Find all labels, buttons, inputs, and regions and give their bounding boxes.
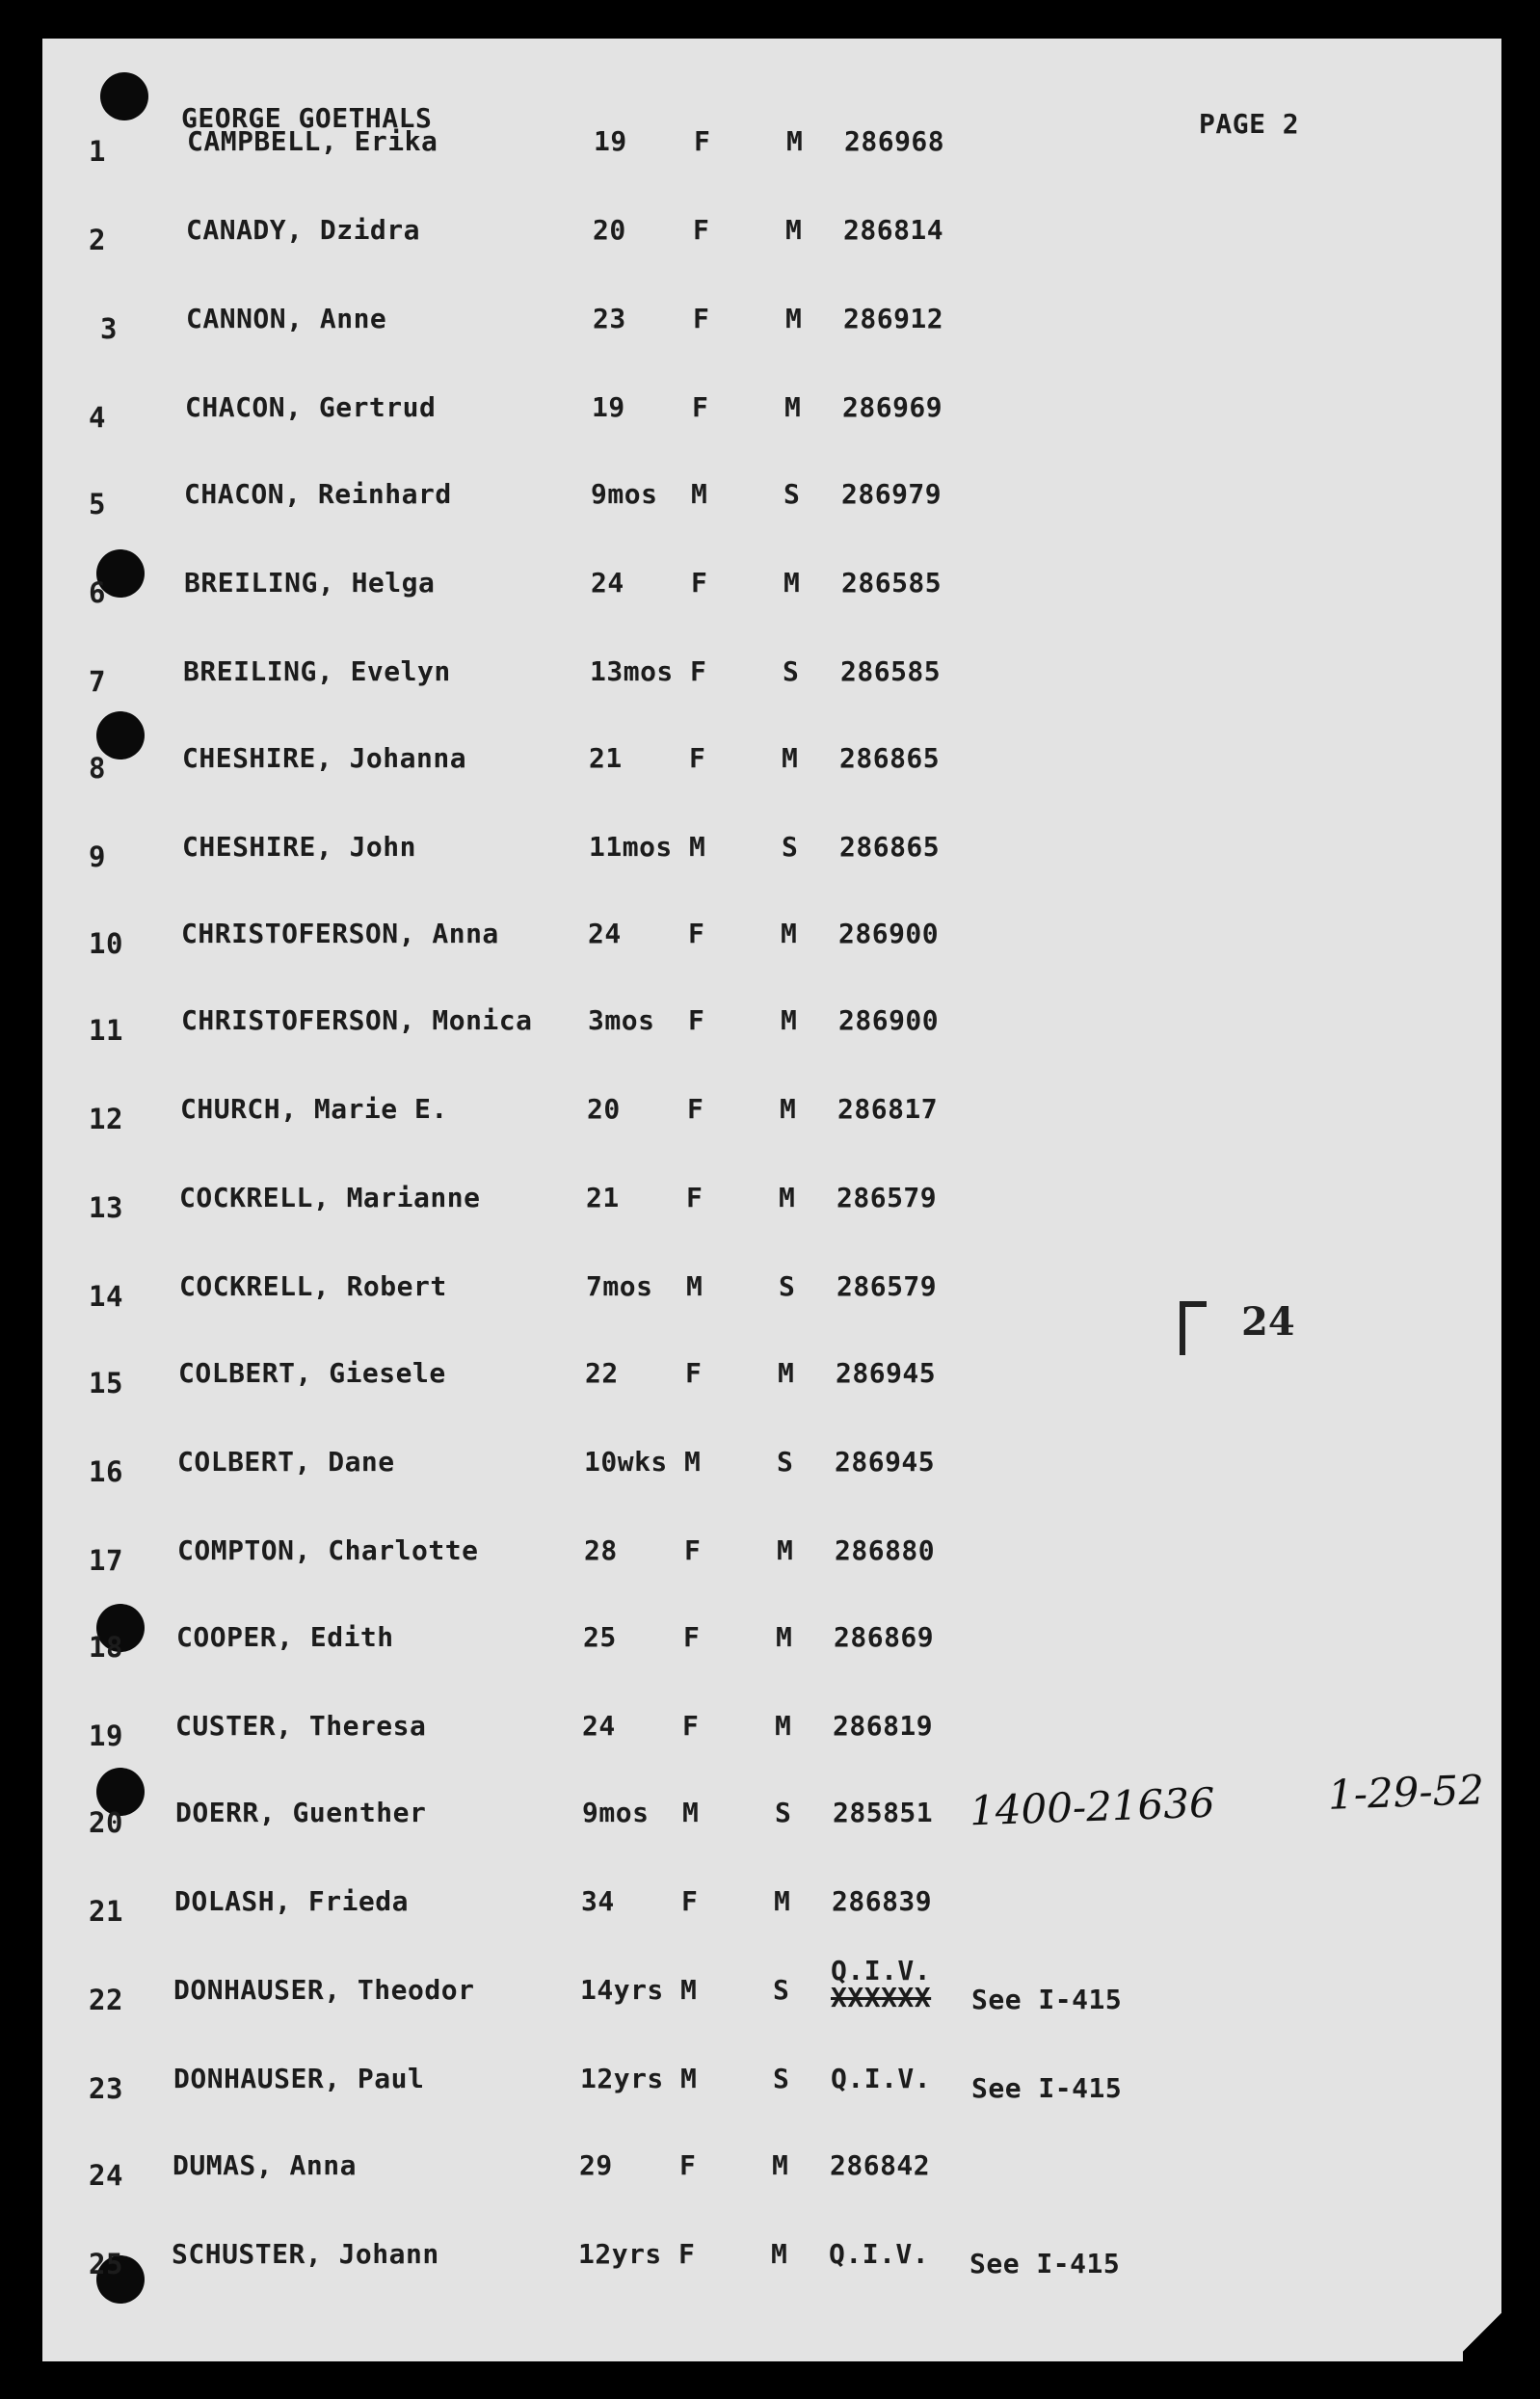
passenger-name: DOERR, Guenther [175,1797,427,1828]
passenger-id: 286869 [834,1621,935,1653]
passenger-id: 285851 [833,1797,934,1828]
passenger-age: 24 [591,567,624,599]
passenger-name: BREILING, Evelyn [183,655,451,687]
passenger-id: 286865 [839,742,941,774]
passenger-age: 21 [586,1182,620,1213]
marital-status: M [777,1534,794,1566]
handwritten-file-number: 1400-21636 [969,1778,1216,1835]
passenger-id: Q.I.V. [831,2063,932,2094]
row-number: 20 [89,1806,123,1839]
row-number: 17 [89,1544,123,1577]
passenger-age: 21 [589,742,623,774]
row-number: 16 [89,1455,123,1488]
passenger-age: 24 [582,1710,616,1742]
passenger-sex: M [680,2063,698,2094]
marital-status: S [773,1974,790,2006]
ship-name: GEORGE GOETHALS [181,102,433,134]
passenger-id: 286839 [832,1885,933,1917]
marital-status: M [783,567,801,599]
marital-status: M [785,303,803,334]
passenger-name: DUMAS, Anna [173,2149,357,2181]
row-number: 7 [89,665,106,698]
passenger-sex: F [688,918,705,949]
marital-status: M [779,1182,796,1213]
marital-status: M [781,918,798,949]
passenger-age: 25 [583,1621,617,1653]
passenger-name: DOLASH, Frieda [174,1885,410,1917]
passenger-sex: F [691,567,708,599]
marital-status: M [772,2149,789,2181]
row-number: 11 [89,1014,123,1047]
passenger-age: 19 [594,125,627,157]
passenger-name: CANADY, Dzidra [186,214,421,246]
passenger-sex: F [692,391,709,423]
passenger-name: COOPER, Edith [176,1621,394,1653]
passenger-sex: F [693,303,710,334]
passenger-sex: F [694,125,711,157]
marital-status: M [776,1621,793,1653]
passenger-id: 286579 [836,1270,938,1302]
passenger-name: CHACON, Gertrud [185,391,437,423]
passenger-age: 34 [581,1885,615,1917]
passenger-sex: F [693,214,710,246]
row-number: 21 [89,1895,123,1928]
passenger-id: Q.I.V. [831,1955,932,1986]
passenger-id: 286968 [844,125,945,157]
passenger-name: COMPTON, Charlotte [177,1534,479,1566]
passenger-age: 28 [584,1534,618,1566]
row-number: 24 [89,2159,123,2192]
passenger-age: 20 [587,1093,621,1125]
marital-status: S [777,1446,794,1478]
row-number: 13 [89,1191,123,1224]
passenger-age: 24 [588,918,622,949]
passenger-sex: F [690,655,707,687]
passenger-sex: F [685,1357,703,1389]
passenger-age: 12yrs [578,2238,662,2270]
passenger-id: 286585 [841,567,943,599]
passenger-age: 19 [592,391,625,423]
row-number: 2 [89,224,106,256]
marital-status: M [780,1093,797,1125]
stamp-bracket [1180,1301,1207,1355]
passenger-name: CAMPBELL, Erika [187,125,438,157]
passenger-id: 286900 [838,918,940,949]
marital-status: M [782,742,799,774]
page-number: PAGE 2 [1199,108,1300,140]
marital-status: S [783,655,800,687]
row-number: 8 [89,752,106,785]
passenger-age: 10wks [584,1446,668,1478]
passenger-id: 286945 [835,1446,936,1478]
passenger-age: 9mos [591,478,658,510]
passenger-age: 7mos [586,1270,653,1302]
passenger-sex: F [688,1004,705,1036]
passenger-id: 286585 [840,655,942,687]
marital-status: M [786,125,804,157]
passenger-age: 14yrs [580,1974,664,2006]
marital-status: M [774,1885,791,1917]
passenger-name: CHACON, Reinhard [184,478,452,510]
marital-status: S [775,1797,792,1828]
passenger-id: 286979 [841,478,943,510]
passenger-name: CHESHIRE, John [182,831,417,863]
passenger-sex: M [682,1797,700,1828]
passenger-name: CANNON, Anne [186,303,387,334]
passenger-name: DONHAUSER, Theodor [173,1974,475,2006]
row-number: 9 [89,840,106,873]
passenger-name: COCKRELL, Robert [179,1270,447,1302]
passenger-name: CHESHIRE, Johanna [182,742,467,774]
passenger-name: CHRISTOFERSON, Anna [181,918,499,949]
row-number: 14 [89,1280,123,1313]
row-number: 12 [89,1103,123,1135]
stamp-number: 24 [1241,1299,1295,1345]
passenger-sex: F [682,1710,700,1742]
passenger-id: 286842 [830,2149,931,2181]
marital-status: M [781,1004,798,1036]
passenger-name: DONHAUSER, Paul [173,2063,425,2094]
passenger-age: 22 [585,1357,619,1389]
marital-status: S [779,1270,796,1302]
passenger-id: 286912 [843,303,944,334]
passenger-id: 286945 [836,1357,937,1389]
marital-status: M [785,214,803,246]
passenger-sex: F [684,1534,702,1566]
row-number: 22 [89,1984,123,2016]
row-number: 25 [89,2248,123,2280]
cross-reference-note: See I-415 [971,1984,1123,2015]
marital-status: M [778,1357,795,1389]
page-corner [1463,2304,1501,2361]
passenger-age: 11mos [589,831,673,863]
passenger-name: COCKRELL, Marianne [179,1182,481,1213]
passenger-sex: M [684,1446,702,1478]
passenger-id: 286579 [836,1182,938,1213]
passenger-sex: M [691,478,708,510]
handwritten-date: 1-29-52 [1327,1766,1485,1819]
passenger-id: 286880 [835,1534,936,1566]
marital-status: M [784,391,802,423]
passenger-name: COLBERT, Giesele [178,1357,446,1389]
passenger-name: SCHUSTER, Johann [172,2238,439,2270]
passenger-sex: F [689,742,706,774]
passenger-sex: M [689,831,706,863]
passenger-id: 286969 [842,391,943,423]
passenger-id: 286819 [833,1710,934,1742]
passenger-name: CHURCH, Marie E. [180,1093,448,1125]
passenger-sex: F [687,1093,704,1125]
row-number: 19 [89,1719,123,1752]
row-number: 1 [89,135,106,168]
passenger-name: CUSTER, Theresa [175,1710,427,1742]
marital-status: S [782,831,799,863]
passenger-sex: M [686,1270,704,1302]
passenger-sex: F [681,1885,699,1917]
passenger-name: CHRISTOFERSON, Monica [181,1004,533,1036]
cross-reference-note: See I-415 [971,2072,1123,2104]
passenger-age: 3mos [588,1004,655,1036]
row-number: 5 [89,488,106,520]
marital-status: M [775,1710,792,1742]
passenger-id: 286900 [838,1004,940,1036]
row-number: 4 [89,401,106,434]
passenger-sex: F [678,2238,696,2270]
passenger-age: 9mos [582,1797,650,1828]
passenger-age: 13mos [590,655,674,687]
marital-status: S [783,478,801,510]
row-number: 23 [89,2072,123,2105]
passenger-age: 20 [593,214,626,246]
stamp [1180,1282,1295,1388]
row-number: 3 [100,312,118,345]
passenger-sex: F [679,2149,697,2181]
passenger-sex: F [686,1182,704,1213]
passenger-id: 286817 [837,1093,939,1125]
row-number: 15 [89,1367,123,1399]
marital-status: S [773,2063,790,2094]
passenger-sex: F [683,1621,701,1653]
marital-status: M [771,2238,788,2270]
passenger-name: COLBERT, Dane [177,1446,395,1478]
passenger-sex: M [680,1974,698,2006]
cross-reference-note: See I-415 [969,2248,1121,2279]
passenger-age: 29 [579,2149,613,2181]
passenger-age: 23 [593,303,626,334]
passenger-id-struck: XXXXXX [831,1982,932,2013]
passenger-name: BREILING, Helga [184,567,436,599]
document-page [42,39,1501,2361]
row-number: 6 [89,576,106,609]
row-number: 18 [89,1631,123,1664]
passenger-id: 286814 [843,214,944,246]
row-number: 10 [89,927,123,960]
passenger-id: 286865 [839,831,941,863]
passenger-id: Q.I.V. [829,2238,930,2270]
passenger-age: 12yrs [580,2063,664,2094]
